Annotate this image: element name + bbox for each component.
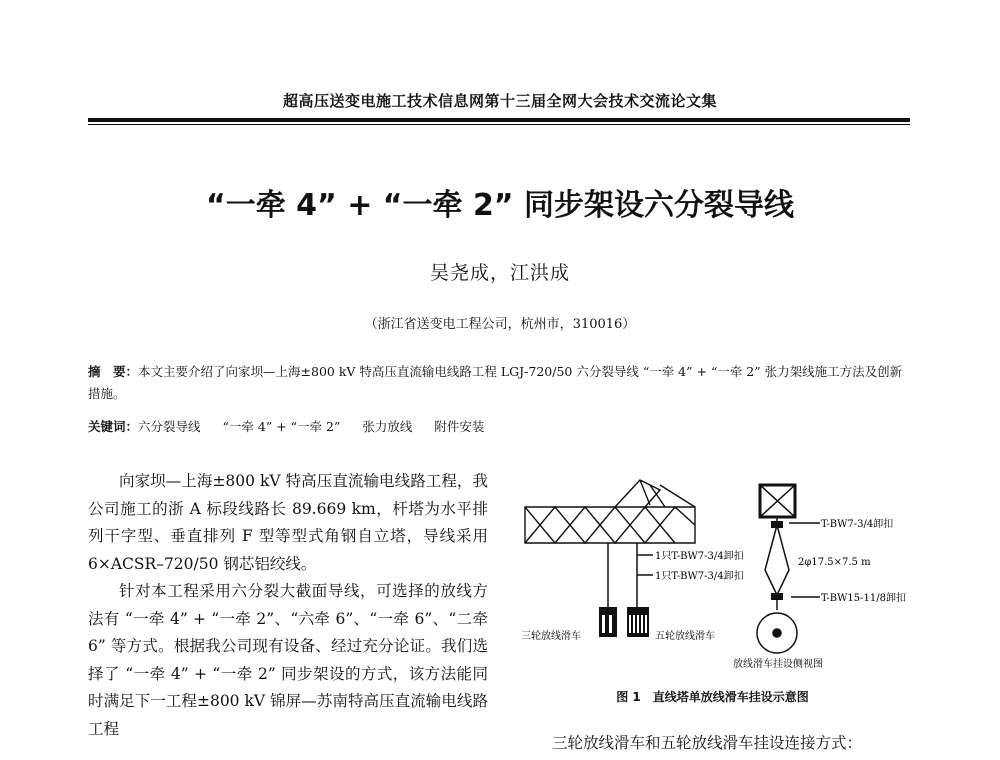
abstract-text: 本文主要介绍了向家坝—上海±800 kV 特高压直流输电线路工程 LGJ-720/50 六分裂导线 “一牵 4” + “一牵 2” 张力架线施工方法及创新措施。 xyxy=(88,364,903,401)
body-paragraph: 向家坝—上海±800 kV 特高压直流输电线路工程，我公司施工的浙 A 标段线路长 89.669 km，杆塔为水平排列干字型、垂直排列 F 型等型式角钢自立塔，导线采用 6×ACSR–720/50 钢芯铝绞线。 xyxy=(88,472,488,573)
label-right-mid: 2φ17.5×7.5 m xyxy=(798,557,871,568)
label-side-view: 放线滑车挂设侧视图 xyxy=(733,659,823,670)
keyword: 附件安装 xyxy=(434,419,485,434)
tower-crossarm xyxy=(525,480,695,543)
abstract xyxy=(88,361,910,405)
abstract-label: 摘 要： xyxy=(88,364,139,379)
five-wheel-pulley xyxy=(627,607,649,637)
side-view-rigging xyxy=(757,485,820,653)
figure-diagram xyxy=(515,475,910,680)
label-right-top: T-BW7-3/4卸扣 xyxy=(821,519,894,530)
label-left-shackle-2: 1只T-BW7-3/4卸扣 xyxy=(655,571,744,582)
running-header: 超高压送变电施工技术信息网第十三届全网大会技术交流论文集 xyxy=(282,92,717,110)
keywords xyxy=(88,417,910,437)
label-left-shackle-1: 1只T-BW7-3/4卸扣 xyxy=(655,551,744,562)
label-five-wheel: 五轮放线滑车 xyxy=(655,631,715,642)
paper-title: “一牵 4” + “一牵 2” 同步架设六分裂导线 xyxy=(206,188,794,223)
header-rule-thick xyxy=(88,118,910,122)
keyword: “一牵 4” + “一牵 2” xyxy=(222,419,341,434)
three-wheel-pulley xyxy=(599,607,617,637)
authors: 吴尧成，江洪成 xyxy=(429,262,570,284)
keyword: 张力放线 xyxy=(362,419,413,434)
header-rule-thin xyxy=(88,124,910,125)
left-rigging xyxy=(608,543,653,607)
keywords-label: 关键词： xyxy=(88,419,139,434)
affiliation: （浙江省送变电工程公司，杭州市，310016） xyxy=(364,317,636,332)
side-view-shackles xyxy=(771,521,783,600)
label-right-bottom: T-BW15-11/8卸扣 xyxy=(821,593,906,604)
body-paragraph: 针对本工程采用六分裂大截面导线，可选择的放线方法有 “一牵 4” + “一牵 2”、“六牵 6”、“一牵 6”、“二牵 6” 等方式。根据我公司现有设备、经过充分论证。我们选择了 “一牵 4” + “一牵 2” 同步架设的方式，该方法能同时满足下一工程±800 kV 锦屏—苏南特高压直流输电线路工程 xyxy=(88,582,488,738)
body-left-column xyxy=(88,468,488,743)
label-three-wheel: 三轮放线滑车 xyxy=(521,631,581,642)
keyword: 六分裂导线 xyxy=(138,419,201,434)
figure-caption: 图 1 直线塔单放线滑车挂设示意图 xyxy=(616,690,809,704)
right-column-text: 三轮放线滑车和五轮放线滑车挂设连接方式： xyxy=(552,734,863,752)
